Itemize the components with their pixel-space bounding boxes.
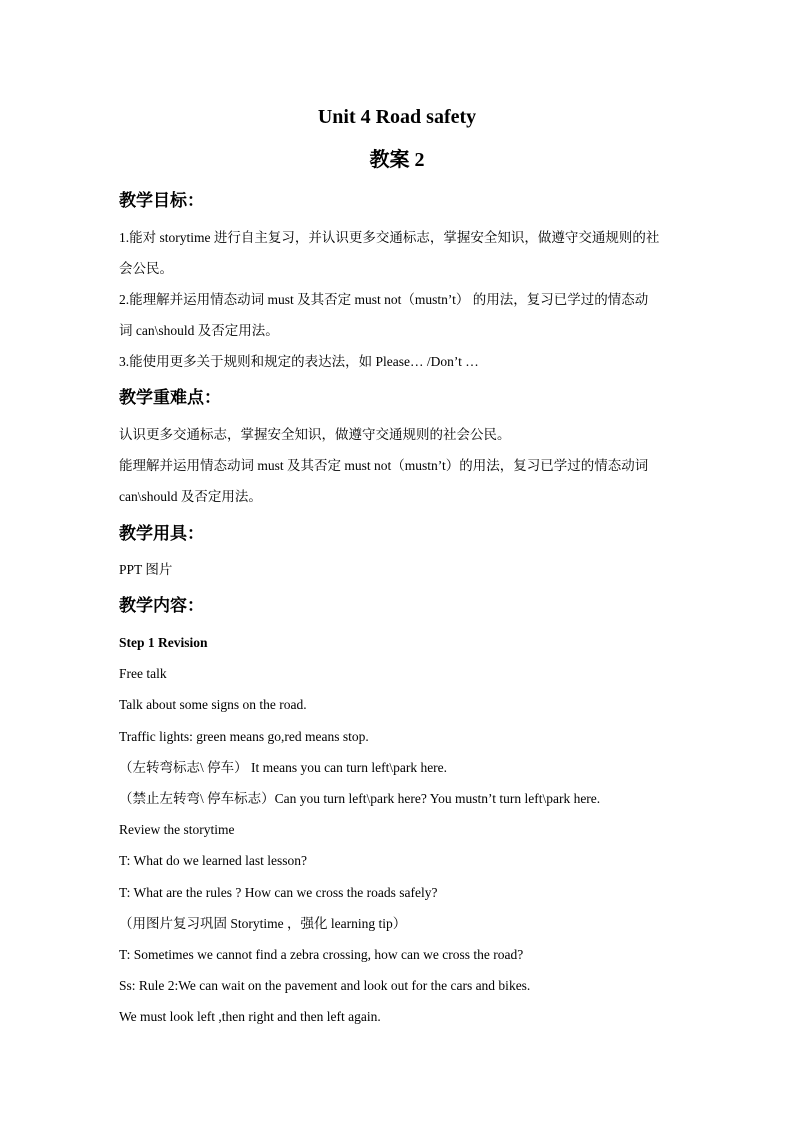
goal-line: 3.能使用更多关于规则和规定的表达法，如 Please… /Don’t … bbox=[119, 354, 479, 369]
goal-line: 词 can\should 及否定用法。 bbox=[119, 323, 279, 338]
content-line: （用图片复习巩固 Storytime ，强化 learning tip） bbox=[119, 916, 407, 931]
document-title: Unit 4 Road safety bbox=[317, 106, 477, 128]
content-line: Review the storytime bbox=[119, 822, 235, 837]
key-line: 认识更多交通标志，掌握安全知识，做遵守交通规则的社会公民。 bbox=[119, 427, 511, 442]
tools-heading: 教学用具： bbox=[119, 524, 204, 543]
content-line: Traffic lights: green means go,red means stop. bbox=[119, 729, 369, 744]
content-line: T: What are the rules ? How can we cross the roads safely? bbox=[119, 885, 438, 900]
content-line: （禁止左转弯\ 停车标志）Can you turn left\park here? You mustn’t turn left\park here. bbox=[119, 791, 601, 806]
content-line: T: What do we learned last lesson? bbox=[119, 853, 308, 868]
content-line: T: Sometimes we cannot find a zebra crossing, how can we cross the road? bbox=[119, 947, 524, 962]
goal-line: 2.能理解并运用情态动词 must 及其否定 must not（mustn’t） 的用法，复习已学过的情态动 bbox=[119, 292, 649, 307]
key-line: can\should 及否定用法。 bbox=[119, 489, 262, 504]
content-line: Ss: Rule 2:We can wait on the pavement and look out for the cars and bikes. bbox=[119, 978, 531, 993]
goal-line: 会公民。 bbox=[119, 261, 173, 276]
key-heading: 教学重难点： bbox=[119, 388, 221, 407]
document-subtitle: 教案 2 bbox=[369, 149, 425, 171]
content-heading: 教学内容： bbox=[119, 596, 204, 615]
content-line: Free talk bbox=[119, 666, 167, 681]
content-line: Talk about some signs on the road. bbox=[119, 697, 307, 712]
key-line: 能理解并运用情态动词 must 及其否定 must not（mustn’t）的用法，复习已学过的情态动词 bbox=[119, 458, 649, 473]
step-heading: Step 1 Revision bbox=[119, 635, 208, 650]
tools-line: PPT 图片 bbox=[119, 562, 173, 577]
goal-line: 1.能对 storytime 进行自主复习，并认识更多交通标志，掌握安全知识，做遵守交通规则的社 bbox=[119, 230, 660, 245]
content-line: We must look left ,then right and then left again. bbox=[119, 1009, 381, 1024]
goals-heading: 教学目标： bbox=[119, 191, 204, 210]
content-line: （左转弯标志\ 停车） It means you can turn left\park here. bbox=[119, 760, 448, 775]
